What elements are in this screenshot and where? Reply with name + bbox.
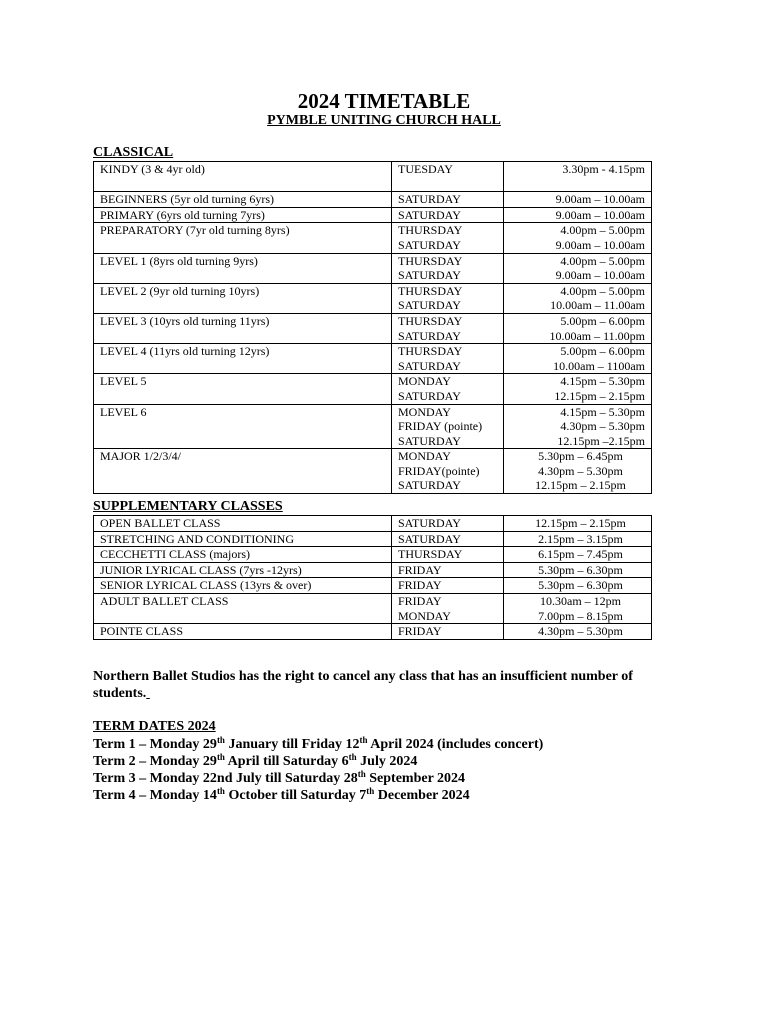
class-name-cell xyxy=(94,404,392,449)
class-name-cell xyxy=(94,531,392,547)
class-time: 5.00pm – 6.00pm xyxy=(560,344,645,359)
time-cell xyxy=(504,562,652,578)
class-name: CECCHETTI CLASS (majors) xyxy=(100,547,250,562)
class-time: 12.15pm –2.15pm xyxy=(557,433,645,448)
table-row xyxy=(94,578,652,594)
class-time: 4.00pm – 5.00pm xyxy=(560,283,645,298)
class-name-cell xyxy=(94,253,392,283)
class-name: LEVEL 1 (8yrs old turning 9yrs) xyxy=(100,253,258,268)
day-cell xyxy=(392,593,504,623)
class-name-cell xyxy=(94,223,392,253)
class-day: MONDAY xyxy=(398,374,451,389)
page-title: 2024 TIMETABLE xyxy=(297,89,471,113)
class-name-cell xyxy=(94,344,392,374)
time-cell xyxy=(504,223,652,253)
class-name: SENIOR LYRICAL CLASS (13yrs & over) xyxy=(100,578,312,593)
table-row xyxy=(94,344,652,374)
class-name-cell xyxy=(94,516,392,532)
class-name-cell xyxy=(94,207,392,223)
class-day: SATURDAY xyxy=(398,207,461,222)
class-name: OPEN BALLET CLASS xyxy=(100,516,221,530)
table-row xyxy=(94,253,652,283)
class-name: LEVEL 3 (10yrs old turning 11yrs) xyxy=(100,313,270,328)
class-name: LEVEL 5 xyxy=(100,374,147,389)
class-time: 7.00pm – 8.15pm xyxy=(538,608,623,623)
class-name: JUNIOR LYRICAL CLASS (7yrs -12yrs) xyxy=(100,562,302,577)
class-name-cell xyxy=(94,162,392,192)
class-time: 2.15pm – 3.15pm xyxy=(538,531,623,546)
cancellation-notice xyxy=(93,668,693,702)
table-row xyxy=(94,547,652,563)
time-cell xyxy=(504,531,652,547)
class-name: STRETCHING AND CONDITIONING xyxy=(100,531,294,546)
class-time: 9.00am – 10.00am xyxy=(555,237,645,252)
class-name-cell xyxy=(94,547,392,563)
class-time: 3.30pm - 4.15pm xyxy=(562,162,645,176)
day-cell xyxy=(392,624,504,640)
day-cell xyxy=(392,253,504,283)
class-day: FRIDAY (pointe) xyxy=(398,419,483,434)
class-time: 10.30am – 12pm xyxy=(540,593,621,608)
table-row xyxy=(94,449,652,494)
time-cell xyxy=(504,593,652,623)
time-cell xyxy=(504,162,652,192)
class-name: KINDY (3 & 4yr old) xyxy=(100,162,205,176)
table-row xyxy=(94,404,652,449)
class-time: 12.15pm – 2.15pm xyxy=(554,388,645,403)
class-day: MONDAY xyxy=(398,404,451,419)
class-day: SATURDAY xyxy=(398,516,461,530)
day-cell xyxy=(392,562,504,578)
class-day: SATURDAY xyxy=(398,531,461,546)
term-4: Term 4 – Monday 14th October till Saturday 7th December 2024 xyxy=(93,786,470,803)
time-cell xyxy=(504,578,652,594)
class-day: FRIDAY xyxy=(398,562,442,577)
class-time: 12.15pm – 2.15pm xyxy=(535,478,626,493)
class-time xyxy=(510,177,645,192)
day-cell xyxy=(392,162,504,192)
class-day: MONDAY xyxy=(398,608,451,623)
venue-subtitle: PYMBLE UNITING CHURCH HALL xyxy=(267,113,501,128)
term-dates-heading: TERM DATES 2024 xyxy=(93,719,216,734)
class-day: SATURDAY xyxy=(398,268,461,283)
class-time: 5.30pm – 6.30pm xyxy=(538,562,623,577)
table-row xyxy=(94,516,652,532)
day-cell xyxy=(392,449,504,494)
class-name-cell xyxy=(94,593,392,623)
class-name: PREPARATORY (7yr old turning 8yrs) xyxy=(100,223,290,238)
class-day: SATURDAY xyxy=(398,298,461,313)
class-time: 5.00pm – 6.00pm xyxy=(560,313,645,328)
class-time: 5.30pm – 6.45pm xyxy=(538,449,623,464)
day-cell xyxy=(392,283,504,313)
day-cell xyxy=(392,313,504,343)
class-time: 10.00am – 11.00pm xyxy=(549,328,645,343)
time-cell xyxy=(504,207,652,223)
class-day: THURSDAY xyxy=(398,223,463,238)
class-time: 6.15pm – 7.45pm xyxy=(538,547,623,562)
class-name: LEVEL 6 xyxy=(100,404,147,419)
class-time: 4.15pm – 5.30pm xyxy=(560,374,645,389)
class-name-cell xyxy=(94,449,392,494)
day-cell xyxy=(392,578,504,594)
class-day: SATURDAY xyxy=(398,192,461,207)
class-day: FRIDAY(pointe) xyxy=(398,463,480,478)
class-name-cell xyxy=(94,374,392,404)
class-day: THURSDAY xyxy=(398,547,463,562)
class-day: THURSDAY xyxy=(398,283,463,298)
day-cell xyxy=(392,192,504,208)
time-cell xyxy=(504,404,652,449)
term-3: Term 3 – Monday 22nd July till Saturday 28th September 2024 xyxy=(93,769,466,786)
class-time: 10.00am – 1100am xyxy=(553,358,645,373)
class-day: MONDAY xyxy=(398,449,451,464)
class-time: 5.30pm – 6.30pm xyxy=(538,578,623,593)
day-cell xyxy=(392,531,504,547)
class-day: SATURDAY xyxy=(398,478,461,493)
table-row xyxy=(94,283,652,313)
class-name: BEGINNERS (5yr old turning 6yrs) xyxy=(100,192,274,207)
supplementary-table xyxy=(93,515,652,640)
time-cell xyxy=(504,624,652,640)
class-day: TUESDAY xyxy=(398,162,453,176)
class-day: FRIDAY xyxy=(398,624,442,639)
time-cell xyxy=(504,344,652,374)
day-cell xyxy=(392,516,504,532)
class-day: THURSDAY xyxy=(398,344,463,359)
time-cell xyxy=(504,547,652,563)
class-time: 4.30pm – 5.30pm xyxy=(538,624,623,639)
day-cell xyxy=(392,374,504,404)
class-name: PRIMARY (6yrs old turning 7yrs) xyxy=(100,207,265,222)
class-day: THURSDAY xyxy=(398,313,463,328)
class-day: FRIDAY xyxy=(398,578,442,593)
class-name: ADULT BALLET CLASS xyxy=(100,593,229,608)
class-time: 9.00am – 10.00am xyxy=(555,207,645,222)
class-time: 4.30pm – 5.30pm xyxy=(560,419,645,434)
day-cell xyxy=(392,404,504,449)
class-day: FRIDAY xyxy=(398,593,442,608)
time-cell xyxy=(504,192,652,208)
class-time: 10.00am – 11.00am xyxy=(550,298,645,313)
class-day: SATURDAY xyxy=(398,358,461,373)
table-row xyxy=(94,313,652,343)
table-row xyxy=(94,223,652,253)
time-cell xyxy=(504,283,652,313)
class-day: SATURDAY xyxy=(398,237,461,252)
classical-heading: CLASSICAL xyxy=(93,145,174,160)
day-cell xyxy=(392,223,504,253)
class-time: 4.30pm – 5.30pm xyxy=(538,463,623,478)
time-cell xyxy=(504,253,652,283)
day-cell xyxy=(392,344,504,374)
class-name: MAJOR 1/2/3/4/ xyxy=(100,449,182,464)
table-row xyxy=(94,531,652,547)
day-cell xyxy=(392,207,504,223)
table-row xyxy=(94,624,652,640)
class-time: 4.00pm – 5.00pm xyxy=(560,253,645,268)
class-time: 9.00am – 10.00am xyxy=(555,268,645,283)
class-time: 9.00am – 10.00am xyxy=(555,192,645,207)
time-cell xyxy=(504,313,652,343)
class-day: THURSDAY xyxy=(398,253,463,268)
class-name: LEVEL 2 (9yr old turning 10yrs) xyxy=(100,283,260,298)
table-row xyxy=(94,207,652,223)
time-cell xyxy=(504,516,652,532)
table-row xyxy=(94,162,652,192)
table-row xyxy=(94,593,652,623)
notice-text: Northern Ballet Studios has the right to cancel any class that has an insufficient number of students. xyxy=(93,669,633,701)
table-row xyxy=(94,192,652,208)
class-day: SATURDAY xyxy=(398,433,461,448)
term-2: Term 2 – Monday 29th April till Saturday 6th July 2024 xyxy=(93,752,418,769)
class-day: SATURDAY xyxy=(398,388,461,403)
supplementary-heading: SUPPLEMENTARY CLASSES xyxy=(93,499,283,514)
class-name: LEVEL 4 (11yrs old turning 12yrs) xyxy=(100,344,270,359)
term-1: Term 1 – Monday 29th January till Friday 12th April 2024 (includes concert) xyxy=(93,735,544,752)
class-name-cell xyxy=(94,283,392,313)
class-time: 12.15pm – 2.15pm xyxy=(535,516,626,530)
table-row xyxy=(94,374,652,404)
class-name-cell xyxy=(94,313,392,343)
class-name-cell xyxy=(94,578,392,594)
class-name-cell xyxy=(94,562,392,578)
class-name-cell xyxy=(94,192,392,208)
day-cell xyxy=(392,547,504,563)
class-name: POINTE CLASS xyxy=(100,624,184,639)
class-time: 4.00pm – 5.00pm xyxy=(560,223,645,238)
class-day xyxy=(398,177,497,192)
table-row xyxy=(94,562,652,578)
time-cell xyxy=(504,374,652,404)
class-day: SATURDAY xyxy=(398,328,461,343)
time-cell xyxy=(504,449,652,494)
classical-table xyxy=(93,161,652,494)
class-name-cell xyxy=(94,624,392,640)
class-time: 4.15pm – 5.30pm xyxy=(560,404,645,419)
